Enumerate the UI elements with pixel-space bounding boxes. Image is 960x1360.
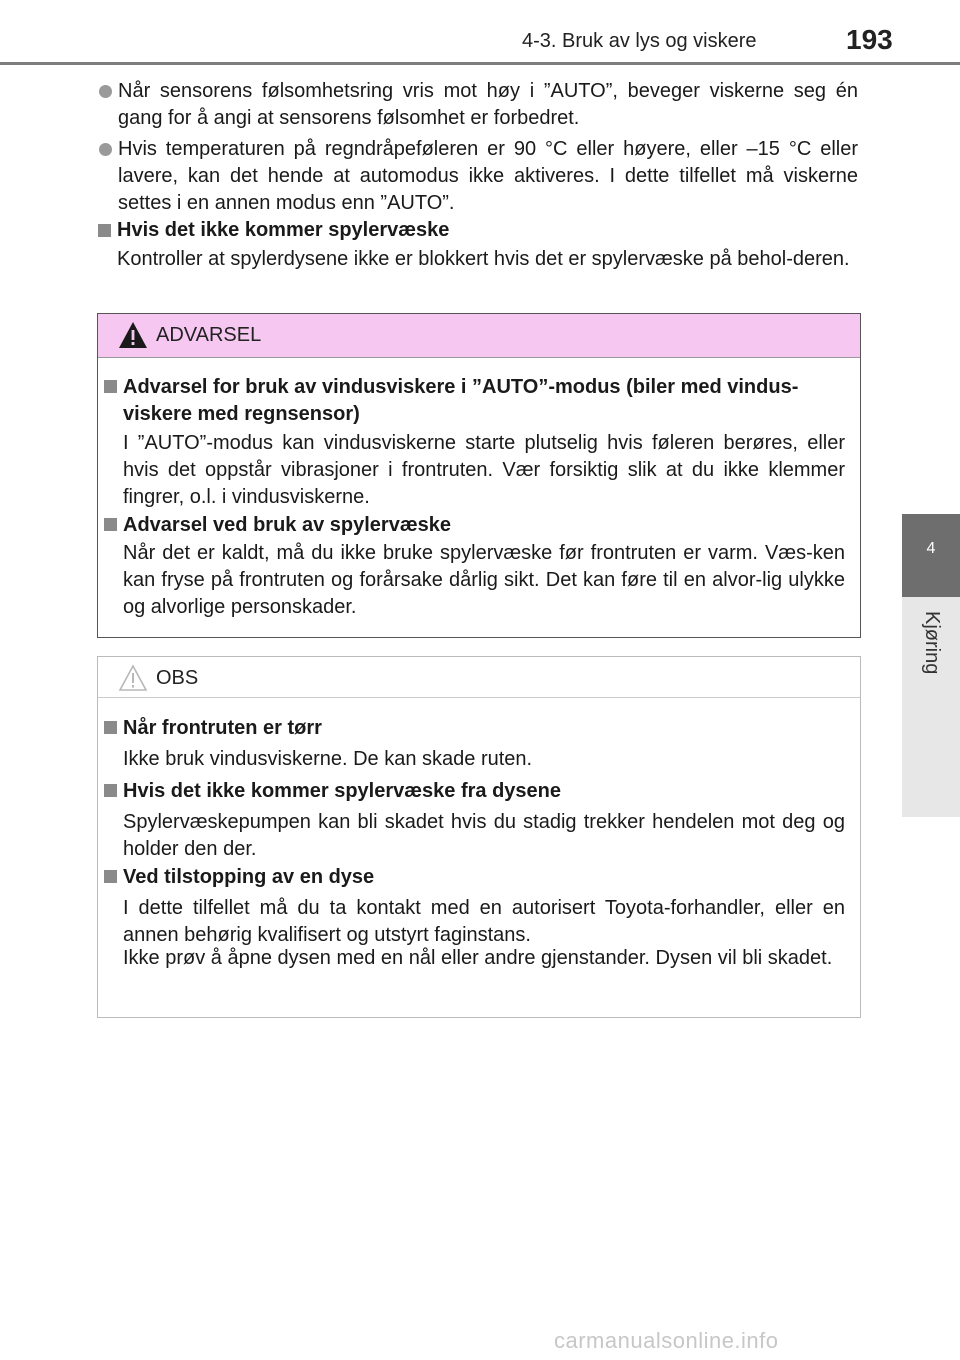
notice-item-text: Ikke prøv å åpne dysen med en nål eller andre gjenstander. Dysen vil bli skadet. xyxy=(123,947,833,969)
warning-item-text: I ”AUTO”-modus kan vindusviskerne starte plutselig hvis føleren berøres, eller hvis det oppstår vibrasjoner i frontruten. Vær forsiktig slik at du ikke klemmer fingrer, o.l. i vindusviskerne. xyxy=(123,432,845,508)
warning-triangle-outline-icon xyxy=(118,664,148,692)
section-title: 4-3. Bruk av lys og viskere xyxy=(522,30,757,52)
bullet-text: Når sensorens følsomhetsring vris mot høy i ”AUTO”, beveger viskerne seg én gang for å angi at sensorens følsomhet er forbedret. xyxy=(118,80,858,129)
square-bullet-icon xyxy=(104,380,117,393)
notice-item-text: I dette tilfellet må du ta kontakt med en autorisert Toyota-forhandler, eller en annen behørig kvalifisert og utstyrt faginstans. xyxy=(123,897,845,946)
notice-item-heading: Hvis det ikke kommer spylervæske fra dysene xyxy=(123,780,562,802)
chapter-label-tab xyxy=(902,597,960,817)
square-bullet-icon xyxy=(98,224,111,237)
notice-title: OBS xyxy=(156,667,199,689)
square-bullet-icon xyxy=(104,721,117,734)
bullet-item xyxy=(118,78,858,132)
notice-item-heading: Når frontruten er tørr xyxy=(123,717,322,739)
square-bullet-icon xyxy=(104,870,117,883)
warning-item-heading: Advarsel for bruk av vindusviskere i ”AUTO”-modus (biler med vindus-viskere med regnsensor) xyxy=(123,376,799,425)
warning-title: ADVARSEL xyxy=(156,324,262,346)
page-header xyxy=(0,0,960,66)
warning-item-heading: Advarsel ved bruk av spylervæske xyxy=(123,514,451,536)
bullet-item xyxy=(118,136,858,217)
header-divider xyxy=(0,62,960,65)
bullet-dot-icon xyxy=(99,85,112,98)
page-number: 193 xyxy=(846,24,893,55)
chapter-number: 4 xyxy=(926,540,936,557)
square-bullet-icon xyxy=(104,518,117,531)
warning-header xyxy=(98,314,860,358)
warning-triangle-filled-icon xyxy=(118,321,148,349)
warning-box xyxy=(97,313,861,638)
section-heading: Hvis det ikke kommer spylervæske xyxy=(117,219,450,241)
notice-item-text: Spylervæskepumpen kan bli skadet hvis du stadig trekker hendelen mot deg og holder den der. xyxy=(123,811,845,860)
notice-header xyxy=(98,657,860,698)
chapter-tab xyxy=(902,514,960,597)
notice-item-heading: Ved tilstopping av en dyse xyxy=(123,866,375,888)
square-bullet-icon xyxy=(104,784,117,797)
chapter-label: Kjøring xyxy=(921,611,943,675)
notice-item-text: Ikke bruk vindusviskerne. De kan skade ruten. xyxy=(123,748,533,770)
section-text: Kontroller at spylerdysene ikke er blokkert hvis det er spylervæske på behol-deren. xyxy=(117,248,850,270)
bullet-text: Hvis temperaturen på regndråpeføleren er 90 °C eller høyere, eller –15 °C eller lavere, kan det hende at automodus ikke aktiveres. I dette tilfellet må viskerne settes i en annen modus enn ”AUTO”. xyxy=(118,138,858,214)
watermark: carmanualsonline.info xyxy=(554,1328,779,1353)
bullet-dot-icon xyxy=(99,143,112,156)
notice-box xyxy=(97,656,861,1018)
warning-item-text: Når det er kaldt, må du ikke bruke spylervæske før frontruten er varm. Væs-ken kan fryse på frontruten og forårsake dårlig sikt. Det kan føre til en alvor-lig ulykke og alvorlige personskader. xyxy=(123,542,845,618)
